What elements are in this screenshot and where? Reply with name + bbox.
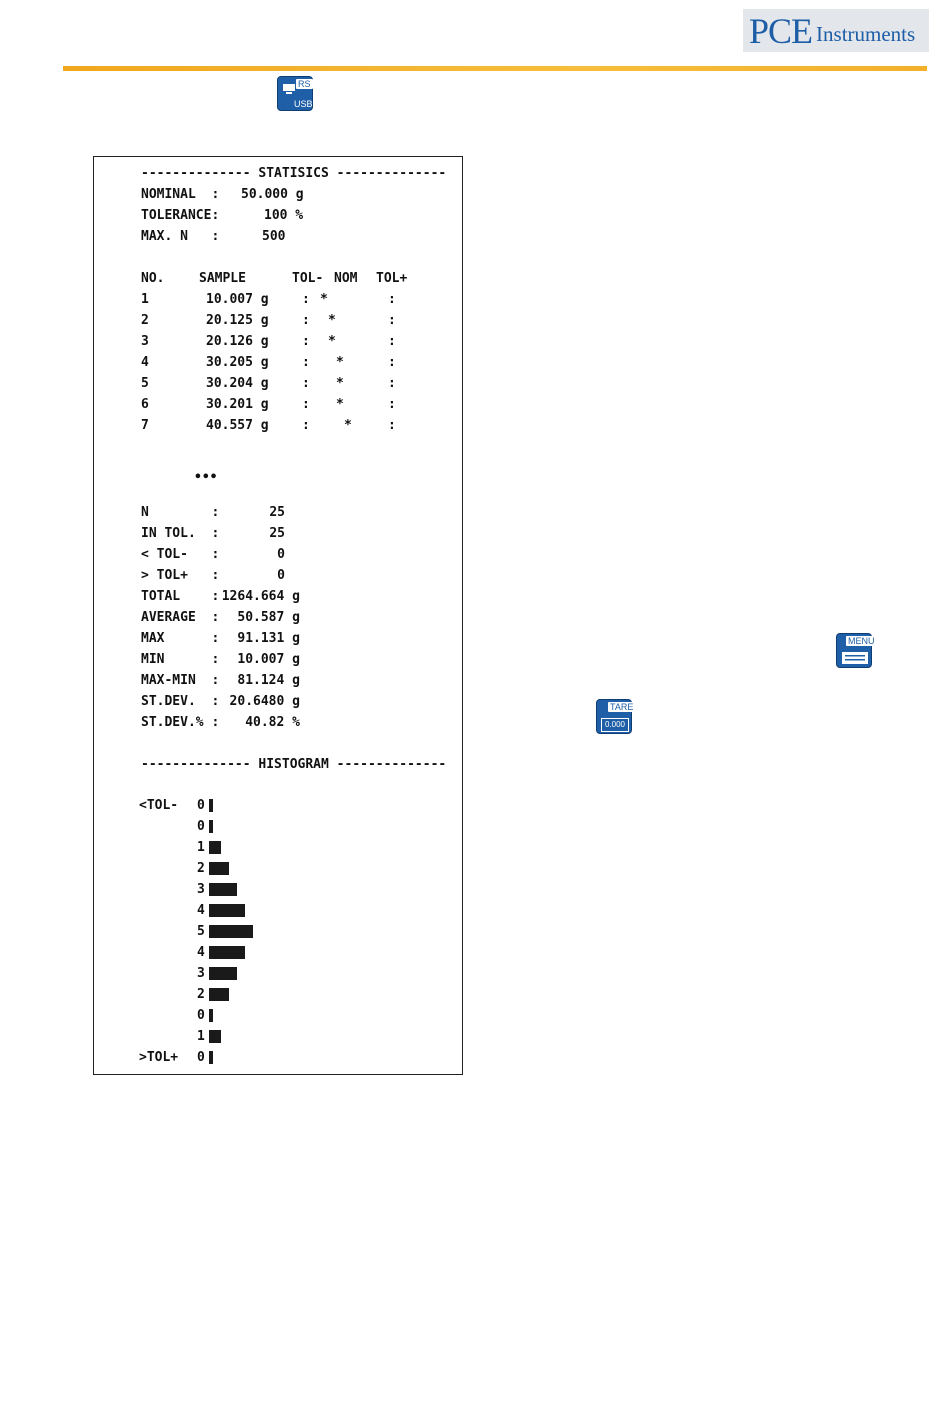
- summary-value: 81.124 g: [237, 673, 300, 688]
- histogram-count: 2: [197, 987, 205, 1002]
- histogram-count: 1: [197, 1029, 205, 1044]
- summary-label: N :: [141, 505, 220, 520]
- sample-value: 30.205 g: [206, 355, 269, 370]
- histogram-count: 0: [197, 798, 205, 813]
- summary-value: 91.131 g: [237, 631, 300, 646]
- param-value: 100 %: [264, 208, 304, 223]
- param-label: TOLERANCE:: [141, 208, 220, 223]
- histogram-bar: [209, 862, 229, 875]
- tare-label: TARE: [610, 702, 634, 712]
- summary-value: 0: [277, 568, 285, 583]
- computer-icon: [282, 83, 296, 95]
- summary-value: 10.007 g: [237, 652, 300, 667]
- histogram-bar: [209, 904, 245, 917]
- sample-marker: *: [336, 376, 344, 391]
- col-sample: SAMPLE: [199, 271, 246, 286]
- sample-marker: *: [336, 397, 344, 412]
- summary-label: IN TOL. :: [141, 526, 220, 541]
- logo-instruments-text: Instruments: [816, 22, 916, 46]
- tol-minus-marker: :: [302, 397, 310, 412]
- pce-logo: [743, 9, 929, 52]
- histogram-bar: [209, 967, 237, 980]
- summary-label: MIN :: [141, 652, 220, 667]
- sample-no: 1: [141, 292, 149, 307]
- statistics-title: -------------- STATISICS --------------: [141, 166, 447, 181]
- histogram-count: 5: [197, 924, 205, 939]
- col-tol-minus: TOL-: [292, 271, 324, 286]
- summary-label: MAX :: [141, 631, 220, 646]
- summary-value: 20.6480 g: [229, 694, 300, 709]
- histogram-count: 4: [197, 903, 205, 918]
- histogram-bar: [209, 799, 213, 812]
- histogram-count: 4: [197, 945, 205, 960]
- summary-value: 25: [269, 526, 285, 541]
- tol-plus-marker: :: [388, 292, 396, 307]
- histogram-bar: [209, 925, 253, 938]
- histogram-bar: [209, 1051, 213, 1064]
- sample-marker: *: [328, 334, 336, 349]
- histogram-bar: [209, 883, 237, 896]
- tol-minus-marker: :: [302, 376, 310, 391]
- sample-value: 20.125 g: [206, 313, 269, 328]
- list-icon: [842, 652, 868, 664]
- menu-label: MENU: [848, 636, 875, 646]
- tol-minus-marker: :: [302, 292, 310, 307]
- summary-label: MAX-MIN :: [141, 673, 220, 688]
- histogram-count: 0: [197, 1050, 205, 1065]
- histogram-count: 3: [197, 882, 205, 897]
- summary-value: 50.587 g: [237, 610, 300, 625]
- summary-value: 40.82 %: [245, 715, 300, 730]
- tol-plus-marker: :: [388, 418, 396, 433]
- summary-label: TOTAL :: [141, 589, 220, 604]
- param-label: NOMINAL :: [141, 187, 220, 202]
- sample-value: 20.126 g: [206, 334, 269, 349]
- tol-plus-marker: :: [388, 397, 396, 412]
- param-value: 50.000 g: [241, 187, 304, 202]
- tare-key-icon: [596, 699, 632, 734]
- sample-value: 30.204 g: [206, 376, 269, 391]
- histogram-bar: [209, 946, 245, 959]
- tol-plus-marker: :: [388, 334, 396, 349]
- sample-no: 5: [141, 376, 149, 391]
- summary-value: 1264.664 g: [221, 589, 300, 604]
- histogram-bar: [209, 1009, 213, 1022]
- histogram-title: -------------- HISTOGRAM --------------: [141, 757, 447, 772]
- summary-value: 25: [269, 505, 285, 520]
- tol-plus-marker: :: [388, 313, 396, 328]
- ellipsis: •••: [194, 470, 218, 485]
- histogram-count: 3: [197, 966, 205, 981]
- summary-label: < TOL- :: [141, 547, 220, 562]
- histogram-label: <TOL-: [139, 798, 179, 813]
- histogram-count: 2: [197, 861, 205, 876]
- summary-value: 0: [277, 547, 285, 562]
- rs-label: RS: [298, 79, 311, 89]
- sample-marker: *: [320, 292, 328, 307]
- header-rule: [63, 66, 927, 71]
- summary-label: ST.DEV. :: [141, 694, 220, 709]
- usb-label: USB: [294, 99, 313, 109]
- sample-value: 40.557 g: [206, 418, 269, 433]
- sample-marker: *: [328, 313, 336, 328]
- sample-no: 3: [141, 334, 149, 349]
- param-label: MAX. N :: [141, 229, 220, 244]
- tol-minus-marker: :: [302, 313, 310, 328]
- summary-label: ST.DEV.% :: [141, 715, 220, 730]
- tol-minus-marker: :: [302, 418, 310, 433]
- histogram-count: 0: [197, 819, 205, 834]
- histogram-bar: [209, 988, 229, 1001]
- sample-no: 7: [141, 418, 149, 433]
- sample-no: 4: [141, 355, 149, 370]
- param-value: 500: [262, 229, 286, 244]
- logo-pce-text: PCE: [749, 10, 813, 51]
- sample-no: 6: [141, 397, 149, 412]
- col-no: NO.: [141, 271, 165, 286]
- menu-key-icon: [836, 633, 875, 668]
- tare-display: 0.000: [601, 718, 629, 732]
- col-tol-plus: TOL+: [376, 271, 408, 286]
- statistics-printout: [93, 156, 463, 1075]
- tol-minus-marker: :: [302, 355, 310, 370]
- sample-marker: *: [336, 355, 344, 370]
- sample-marker: *: [344, 418, 352, 433]
- sample-value: 10.007 g: [206, 292, 269, 307]
- histogram-bar: [209, 841, 221, 854]
- histogram-count: 1: [197, 840, 205, 855]
- summary-label: > TOL+ :: [141, 568, 220, 583]
- histogram-count: 0: [197, 1008, 205, 1023]
- tol-plus-marker: :: [388, 376, 396, 391]
- histogram-label: >TOL+: [139, 1050, 179, 1065]
- summary-label: AVERAGE :: [141, 610, 220, 625]
- histogram-bar: [209, 1030, 221, 1043]
- col-nom: NOM: [334, 271, 358, 286]
- rs-usb-icon: [277, 76, 313, 111]
- tol-plus-marker: :: [388, 355, 396, 370]
- tol-minus-marker: :: [302, 334, 310, 349]
- sample-value: 30.201 g: [206, 397, 269, 412]
- sample-no: 2: [141, 313, 149, 328]
- histogram-bar: [209, 820, 213, 833]
